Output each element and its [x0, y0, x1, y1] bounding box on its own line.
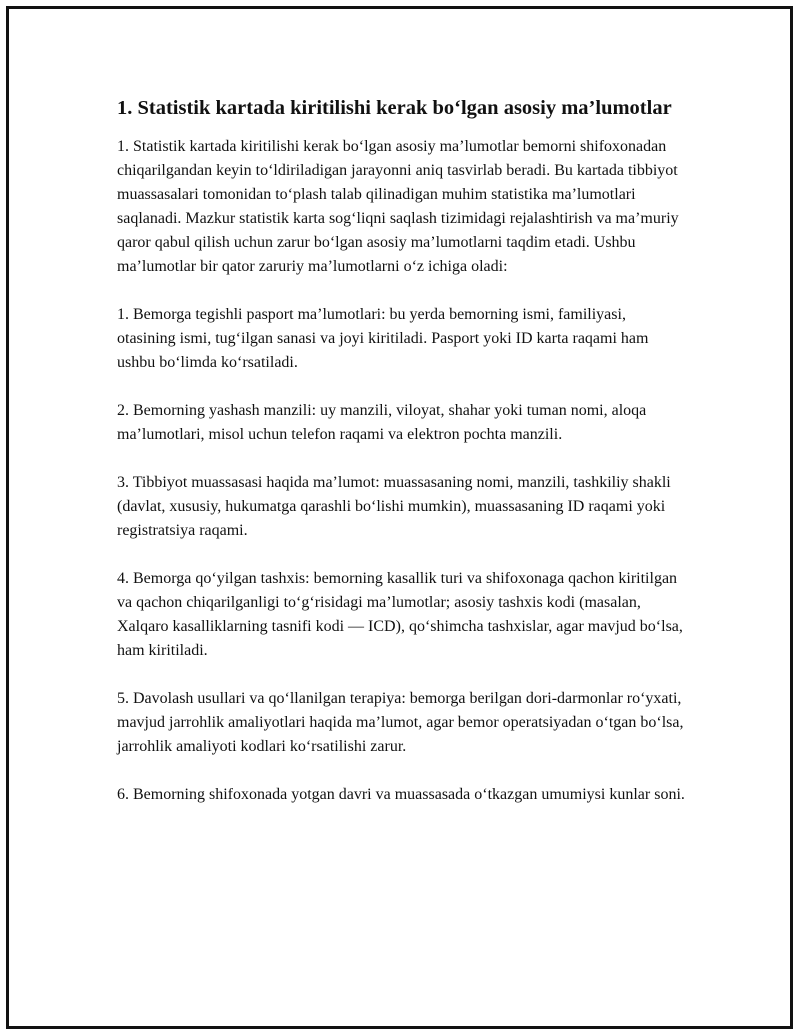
intro-paragraph: 1. Statistik kartada kiritilishi kerak bo‘lgan asosiy ma’lumotlar bemorni shifoxonadan chiqarilgandan keyin to‘ldiriladigan jarayonni aniq tasvirlab beradi. Bu kartada tibbiyot muassasalari tomonidan to‘plash talab qilinadigan muhim statistika ma’lumotlari saqlanadi. Mazkur statistik karta sog‘liqni saqlash tizimidagi rejalashtirish va ma’muriy qaror qabul qilish uchun zarur bo‘lgan asosiy ma’lumotlarni taqdim etadi. Ushbu ma’lumotlar bir qator zaruriy ma’lumotlarni o‘z ichiga oladi: [117, 138, 679, 275]
item-passport-data: 1. Bemorga tegishli pasport ma’lumotlari: bu yerda bemorning ismi, familiyasi, otasining ismi, tug‘ilgan sanasi va joyi kiritiladi. Pasport yoki ID karta raqami ham ushbu bo‘limda ko‘rsatiladi. [117, 306, 649, 371]
item-treatment-methods: 5. Davolash usullari va qo‘llanilgan terapiya: bemorga berilgan dori-darmonlar ro‘yxati, mavjud jarrohlik amaliyotlari haqida ma’lumot, agar bemor operatsiyadan o‘tgan bo‘lsa, jarrohlik amaliyoti kodlari ko‘rsatilishi zarur. [117, 690, 684, 755]
item-hospital-stay: 6. Bemorning shifoxonada yotgan davri va muassasada o‘tkazgan umumiysi kunlar soni. [117, 786, 685, 803]
document-body [117, 94, 687, 831]
item-medical-institution: 3. Tibbiyot muassasasi haqida ma’lumot: muassasaning nomi, manzili, tashkiliy shakli (davlat, xususiy, hukumatga qarashli bo‘lishi mumkin), muassasaning ID raqami yoki registratsiya raqami. [117, 474, 671, 539]
section-heading: 1. Statistik kartada kiritilishi kerak bo‘lgan asosiy ma’lumotlar [117, 97, 672, 119]
item-diagnosis: 4. Bemorga qo‘yilgan tashxis: bemorning kasallik turi va shifoxonaga qachon kiritilgan va qachon chiqarilganligi to‘g‘risidagi ma’lumotlar; asosiy tashxis kodi (masalan, Xalqaro kasalliklarning tasnifi kodi — ICD), qo‘shimcha tashxislar, agar mavjud bo‘lsa, ham kiritiladi. [117, 570, 683, 659]
item-residence-address: 2. Bemorning yashash manzili: uy manzili, viloyat, shahar yoki tuman nomi, aloqa ma’lumotlari, misol uchun telefon raqami va elektron pochta manzili. [117, 402, 647, 443]
